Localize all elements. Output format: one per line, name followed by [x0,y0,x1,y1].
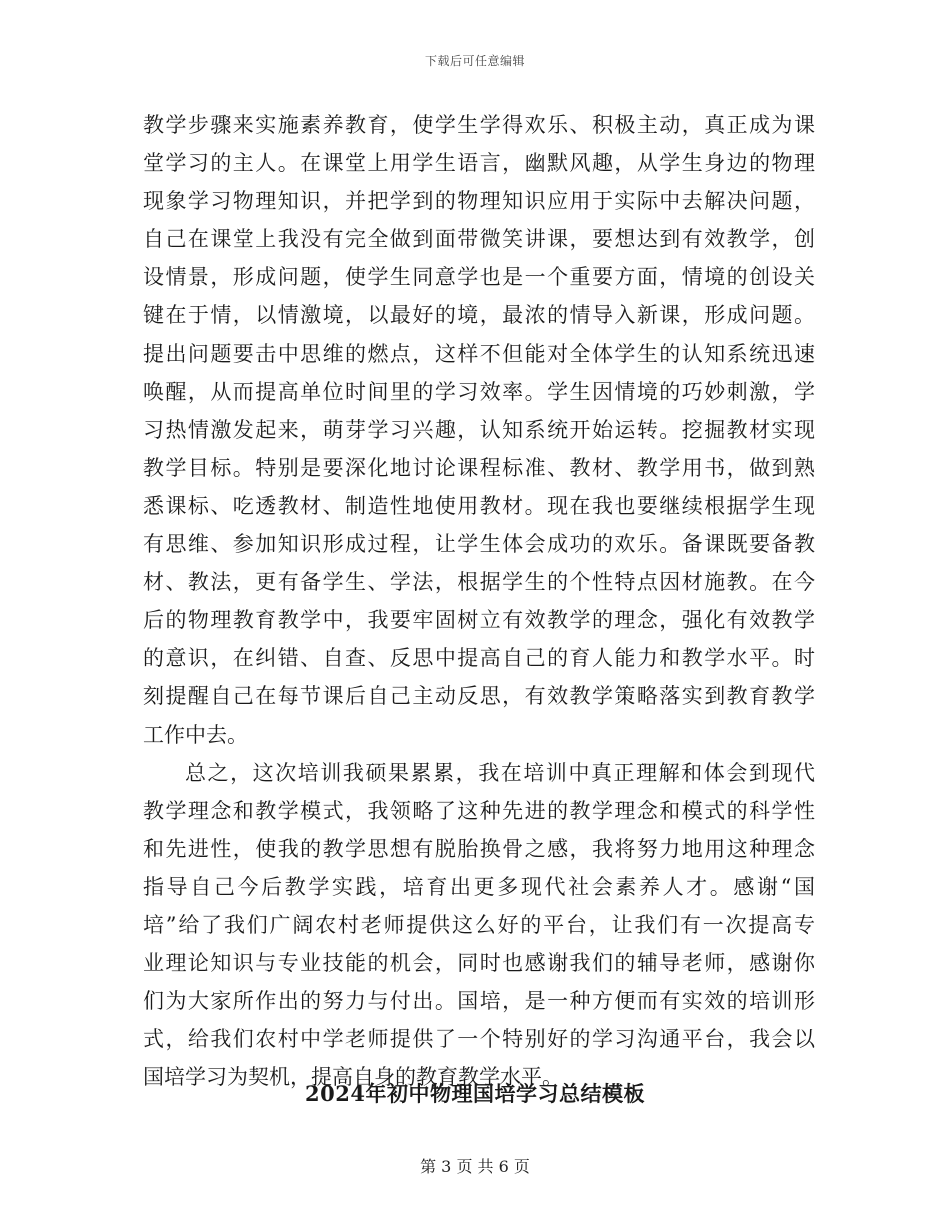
text-line: 后的物理教育教学中，我要牢固树立有效教学的理念，强化有效教学 [143,608,815,633]
document-body [143,106,815,1096]
page-header: 下载后可任意编辑 [424,54,525,68]
text-line: 总之，这次培训我硕果累累，我在培训中真正理解和体会到现代 [185,760,815,785]
text-line: 材、教法，更有备学生、学法，根据学生的个性特点因材施教。在今 [143,570,815,595]
text-line: 刻提醒自己在每节课后自己主动反思，有效教学策略落实到教育教学 [143,684,815,709]
paragraph-2 [143,754,815,1097]
text-line: 提出问题要击中思维的燃点，这样不但能对全体学生的认知系统迅速 [143,341,815,366]
text-line: 有思维、参加知识形成过程，让学生体会成功的欢乐。备课既要备教 [143,532,815,557]
text-line: 教学目标。特别是要深化地讨论课程标准、教材、教学用书，做到熟 [143,455,815,480]
paragraph-1 [143,106,815,754]
text-line: 们为大家所作出的努力与付出。国培，是一种方便而有实效的培训形 [143,989,815,1014]
text-line: 教学步骤来实施素养教育，使学生学得欢乐、积极主动，真正成为课 [143,113,815,137]
text-line: 国培学习为契机，提高自身的教育教学水平。 [143,1065,563,1090]
text-line: 工作中去。 [143,722,248,747]
text-line: 设情景，形成问题，使学生同意学也是一个重要方面，情境的创设关 [143,265,815,290]
text-line: 和先进性，使我的教学思想有脱胎换骨之感，我将努力地用这种理念 [143,836,815,861]
text-line: 唤醒，从而提高单位时间里的学习效率。学生因情境的巧妙刺激，学 [143,379,815,404]
text-line: 自己在课堂上我没有完全做到面带微笑讲课，要想达到有效教学，创 [143,227,815,252]
text-line: 习热情激发起来，萌芽学习兴趣，认知系统开始运转。挖掘教材实现 [143,417,815,442]
text-line: 式，给我们农村中学老师提供了一个特别好的学习沟通平台，我会以 [143,1027,815,1052]
text-line: 的意识，在纠错、自查、反思中提高自己的育人能力和教学水平。时 [143,646,815,671]
text-line: 培”给了我们广阔农村老师提供这么好的平台，让我们有一次提高专 [143,912,815,937]
text-line: 悉课标、吃透教材、制造性地使用教材。现在我也要继续根据学生现 [143,493,815,518]
document-title: 2024年初中物理国培学习总结模板 [305,1081,645,1106]
text-line: 堂学习的主人。在课堂上用学生语言，幽默风趣，从学生身边的物理 [143,151,815,176]
text-line: 现象学习物理知识，并把学到的物理知识应用于实际中去解决问题， [143,189,815,214]
text-line: 键在于情，以情激境，以最好的境，最浓的情导入新课，形成问题。 [143,303,815,328]
text-line: 业理论知识与专业技能的机会，同时也感谢我们的辅导老师，感谢你 [143,951,815,976]
text-line: 教学理念和教学模式，我领略了这种先进的教学理念和模式的科学性 [143,798,815,823]
page-number-footer: 第 3 页 共 6 页 [420,1157,530,1176]
text-line: 指导自己今后教学实践，培育出更多现代社会素养人才。感谢“国 [143,874,815,899]
